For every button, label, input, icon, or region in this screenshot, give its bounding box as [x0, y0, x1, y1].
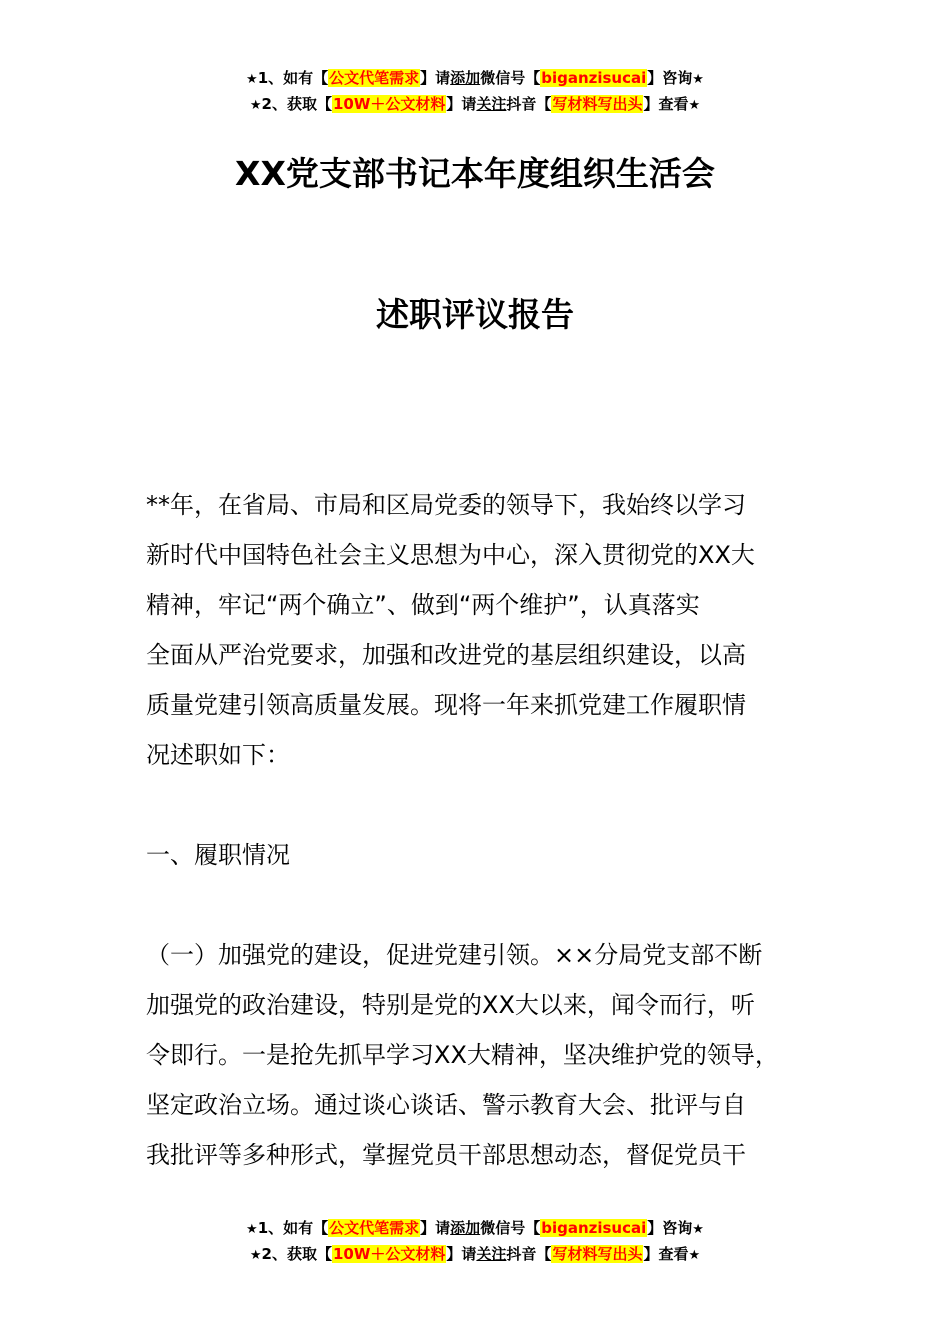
banner-text: 抖音【 [506, 1245, 552, 1263]
bottom-banner [0, 1216, 950, 1268]
star-icon: ★ [246, 1222, 258, 1237]
highlight-wechat-id: biganzisucai [541, 1219, 647, 1237]
text-line: （一）加强党的建设，促进党建引领。××分局党支部不断 [146, 941, 763, 969]
banner-line-2 [0, 92, 950, 118]
banner-text: 抖音【 [506, 95, 552, 113]
intro-paragraph [146, 480, 836, 780]
banner-text: 】咨询 [647, 69, 693, 87]
text-line: 精神，牢记“两个确立”、做到“两个维护”，认真落实 [146, 591, 700, 619]
document-title-line-1: XX党支部书记本年度组织生活会 [235, 154, 715, 193]
banner-text: 2、获取【 [261, 1245, 332, 1263]
highlight-service: 公文代笔需求 [329, 1219, 420, 1237]
text-line: 加强党的政治建设，特别是党的XX大以来，闻令而行，听 [146, 991, 755, 1019]
banner-line-1 [0, 1216, 950, 1242]
text-line: 新时代中国特色社会主义思想为中心，深入贯彻党的XX大 [146, 541, 755, 569]
star-icon: ★ [246, 72, 258, 87]
banner-text: 】请 [446, 95, 477, 113]
highlight-materials: 10W＋公文材料 [332, 95, 446, 113]
text-line: **年，在省局、市局和区局党委的领导下，我始终以学习 [146, 491, 746, 519]
banner-text: 】请 [420, 1219, 451, 1237]
banner-text: 】请 [446, 1245, 477, 1263]
banner-text: 2、获取【 [261, 95, 332, 113]
underlined-text: 添加 [450, 1219, 481, 1237]
star-icon: ★ [249, 1248, 262, 1263]
banner-text: 微信号【 [480, 1219, 541, 1237]
star-icon: ★ [688, 98, 701, 113]
star-icon: ★ [688, 1248, 701, 1263]
text-line: 质量党建引领高质量发展。现将一年来抓党建工作履职情 [146, 691, 746, 719]
text-line: 令即行。一是抢先抓早学习XX大精神，坚决维护党的领导， [146, 1041, 779, 1069]
section-heading-text: 一、履职情况 [146, 841, 290, 869]
underlined-text: 关注 [476, 95, 507, 113]
document-title-line-2: 述职评议报告 [376, 295, 574, 334]
star-icon: ★ [692, 72, 704, 87]
highlight-douyin: 写材料写出头 [552, 1245, 643, 1263]
highlight-service: 公文代笔需求 [329, 69, 420, 87]
text-line: 坚定政治立场。通过谈心谈话、警示教育大会、批评与自 [146, 1091, 746, 1119]
section-heading [146, 830, 836, 880]
banner-text: 】查看 [643, 95, 689, 113]
section-paragraph [146, 930, 836, 1180]
text-line: 况述职如下： [146, 741, 290, 769]
underlined-text: 添加 [450, 69, 481, 87]
top-banner [0, 66, 950, 118]
banner-text: 1、如有【 [257, 69, 329, 87]
highlight-materials: 10W＋公文材料 [332, 1245, 446, 1263]
highlight-douyin: 写材料写出头 [552, 95, 643, 113]
banner-line-2 [0, 1242, 950, 1268]
banner-text: 微信号【 [480, 69, 541, 87]
text-line: 全面从严治党要求，加强和改进党的基层组织建设，以高 [146, 641, 746, 669]
banner-line-1 [0, 66, 950, 92]
banner-text: 】查看 [643, 1245, 689, 1263]
underlined-text: 关注 [476, 1245, 507, 1263]
banner-text: 1、如有【 [257, 1219, 329, 1237]
star-icon: ★ [692, 1222, 704, 1237]
banner-text: 】请 [420, 69, 451, 87]
text-line: 我批评等多种形式，掌握党员干部思想动态，督促党员干 [146, 1141, 746, 1169]
banner-text: 】咨询 [647, 1219, 693, 1237]
highlight-wechat-id: biganzisucai [541, 69, 647, 87]
star-icon: ★ [249, 98, 262, 113]
